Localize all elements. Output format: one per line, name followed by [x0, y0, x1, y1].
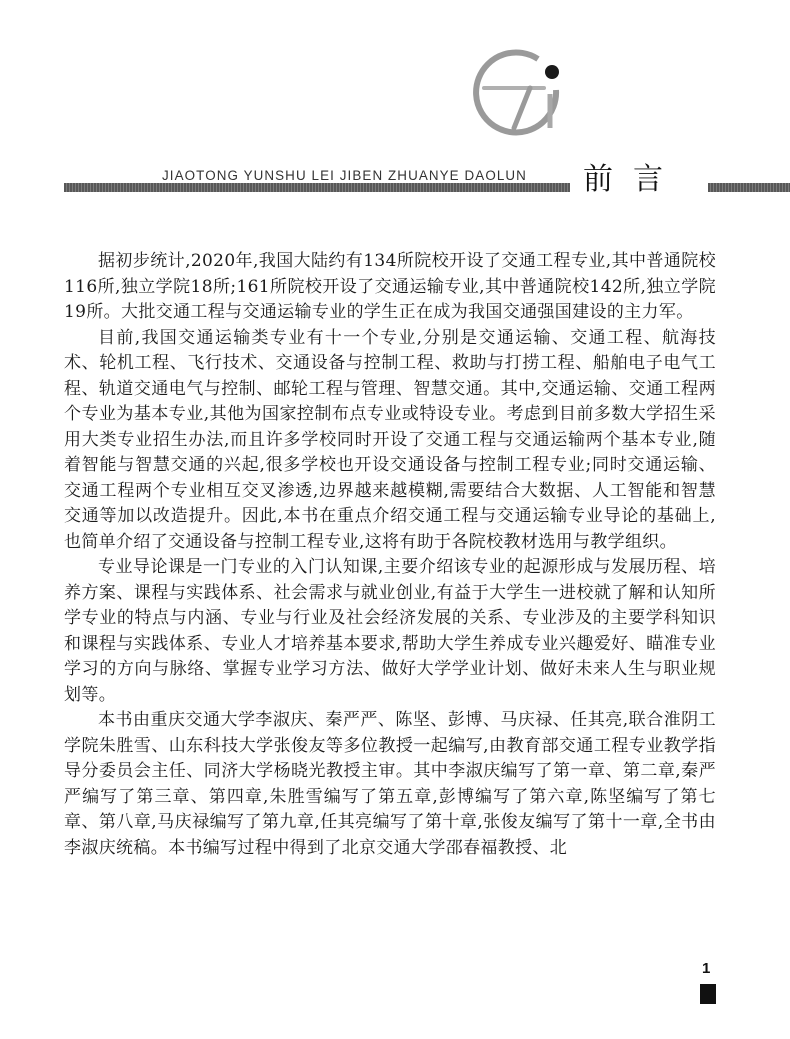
paragraph: 据初步统计,2020年,我国大陆约有134所院校开设了交通工程专业,其中普通院校116所,独立学院18所;161所院校开设了交通运输专业,其中普通院校142所,独立学院19所。大批交通工程与交通运输专业的学生正在成为我国交通强国建设的主力军。	[64, 251, 716, 322]
page-number: 1	[702, 960, 711, 977]
header-rule-right	[708, 183, 790, 192]
page-marker	[700, 984, 716, 1004]
series-title: JIAOTONG YUNSHU LEI JIBEN ZHUANYE DAOLUN	[162, 168, 527, 183]
paragraph: 目前,我国交通运输类专业有十一个专业,分别是交通运输、交通工程、航海技术、轮机工程、飞行技术、交通设备与控制工程、救助与打捞工程、船舶电子电气工程、轨道交通电气与控制、邮轮工程与管理、智慧交通。其中,交通运输、交通工程两个专业为基本专业,其他为国家控制布点专业或特设专业。考虑到目前多数大学招生采用大类专业招生办法,而且许多学校同时开设了交通工程与交通运输两个基本专业,随着智能与智慧交通的兴起,很多学校也开设交通设备与控制工程专业;同时交通运输、交通工程两个专业相互交叉渗透,边界越来越模糊,需要结合大数据、人工智能和智慧交通等加以改造提升。因此,本书在重点介绍交通工程与交通运输专业导论的基础上,也简单介绍了交通设备与控制工程专业,这将有助于各院校教材选用与教学组织。	[64, 327, 716, 552]
publisher-logo	[468, 44, 570, 146]
header-rule-left	[64, 183, 570, 192]
paragraph: 专业导论课是一门专业的入门认知课,主要介绍该专业的起源形成与发展历程、培养方案、课程与实践体系、社会需求与就业创业,有益于大学生一进校就了解和认知所学专业的特点与内涵、专业与行业及社会经济发展的关系、专业涉及的主要学科知识和课程与实践体系、专业人才培养基本要求,帮助大学生养成专业兴趣爱好、瞄准专业学习的方向与脉络、掌握专业学习方法、做好大学学业计划、做好未来人生与职业规划等。	[64, 557, 716, 705]
paragraph: 本书由重庆交通大学李淑庆、秦严严、陈坚、彭博、马庆禄、任其亮,联合淮阴工学院朱胜雪、山东科技大学张俊友等多位教授一起编写,由教育部交通工程专业教学指导分委员会主任、同济大学杨晓光教授主审。其中李淑庆编写了第一章、第二章,秦严严编写了第三章、第四章,朱胜雪编写了第五章,彭博编写了第六章,陈坚编写了第七章、第八章,马庆禄编写了第九章,任其亮编写了第十章,张俊友编写了第十一章,全书由李淑庆统稿。本书编写过程中得到了北京交通大学邵春福教授、北	[64, 710, 716, 858]
section-title: 前言	[583, 162, 683, 197]
preface-body	[64, 249, 716, 861]
